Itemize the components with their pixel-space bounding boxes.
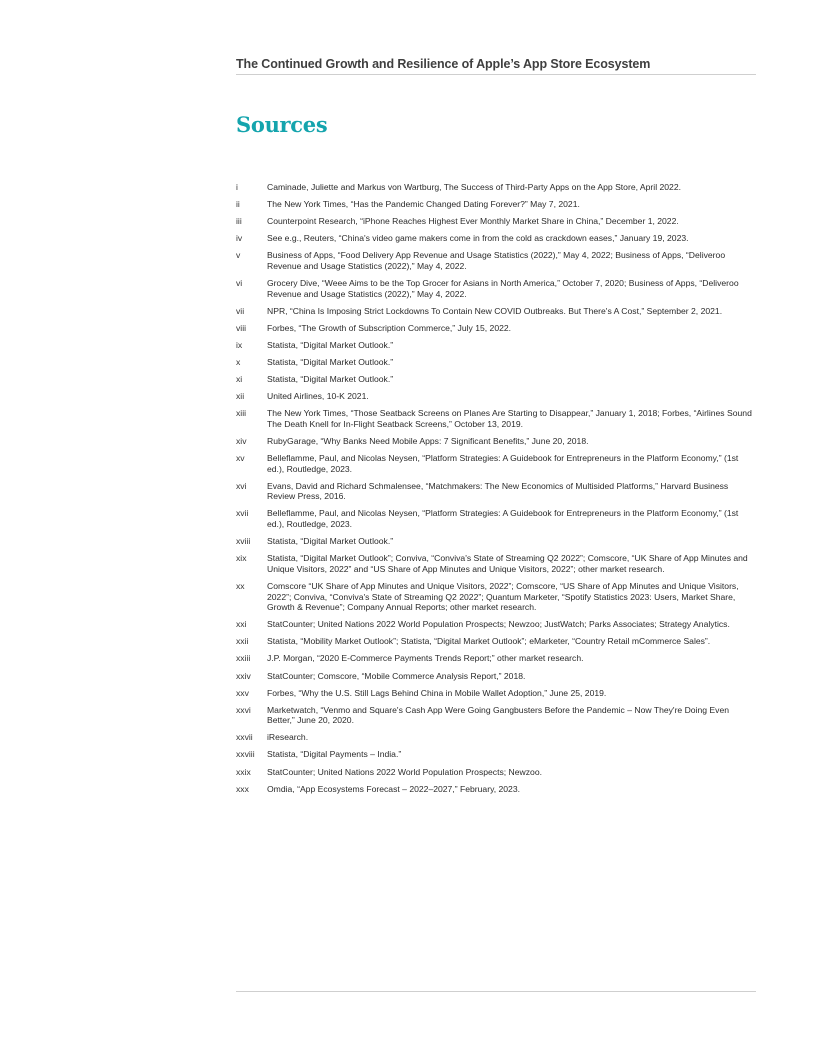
source-citation: Omdia, “App Ecosystems Forecast – 2022–2027,” February, 2023. [267,783,521,794]
source-number: iv [236,233,243,244]
source-citation: StatCounter; United Nations 2022 World Population Prospects; Newzoo; JustWatch; Parks Associates; Strategy Analytics. [267,619,730,630]
source-number: xxiii [236,653,251,664]
source-citation: Counterpoint Research, “iPhone Reaches Highest Ever Monthly Market Share in China,” December 1, 2022. [267,216,679,227]
source-entry [236,250,756,271]
source-citation: The New York Times, “Has the Pandemic Changed Dating Forever?” May 7, 2021. [267,199,580,210]
source-citation: Marketwatch, “Venmo and Square's Cash App Were Going Gangbusters Before the Pandemic – Now They're Doing Even Better,” June 20, 2020. [267,704,730,726]
source-citation: Statista, “Digital Market Outlook”; Conviva, “Conviva's State of Streaming Q2 2022”; Comscore, “UK Share of App Minutes and Unique Visitors, 2022” and “US Share of App Minutes and Unique Visitors, 2022”; other market research. [267,553,748,574]
footer-divider [236,991,756,992]
source-citation: Statista, “Digital Market Outlook.” [267,357,394,368]
source-number: ix [236,339,243,350]
source-number: xxi [236,619,247,630]
source-number: xxvii [236,732,253,743]
source-number: xix [236,553,247,564]
source-entry [236,536,756,547]
source-entry [236,306,756,317]
source-number: xiii [236,408,247,419]
page-header: The Continued Growth and Resilience of Apple’s App Store Ecosystem [236,57,756,75]
source-number: xi [236,374,243,385]
source-entry [236,508,756,529]
source-citation: Statista, “Mobility Market Outlook”; Statista, “Digital Market Outlook”; eMarketer, “Country Retail mCommerce Sales”. [267,636,711,647]
source-number: ii [236,199,240,210]
source-entry [236,653,756,664]
source-number: xxx [236,783,249,794]
source-entry [236,408,756,429]
source-citation: Belleflamme, Paul, and Nicolas Neysen, “Platform Strategies: A Guidebook for Entrepreneurs in the Platform Economy,” (1st ed.), Routledge, 2023. [267,508,739,530]
source-citation: Grocery Dive, “Weee Aims to be the Top Grocer for Asians in North America,” October 7, 2020; Business of Apps, “Deliveroo Revenue and Usage Statistics (2022),” May 4, 2022. [267,278,739,299]
source-citation: Belleflamme, Paul, and Nicolas Neysen, “Platform Strategies: A Guidebook for Entrepreneurs in the Platform Economy,” (1st ed.), Routledge, 2023. [267,453,739,474]
source-citation: Statista, “Digital Market Outlook.” [267,374,394,385]
source-entry [236,278,756,299]
source-entry [236,233,756,244]
source-citation: Statista, “Digital Market Outlook.” [267,536,394,547]
source-citation: Comscore “UK Share of App Minutes and Unique Visitors, 2022”; Comscore, “US Share of App Minutes and Unique Visitors, 2022”; Conviva, “Conviva's State of Streaming Q2 2022”; Quantum Marketer, “Spotify Statistics 2023: Users, Market Share, Growth & Revenue”; Company Annual Reports; other market research. [267,580,739,613]
source-entry [236,453,756,474]
source-entry [236,391,756,402]
source-entry [236,553,756,574]
source-number: xxii [236,636,249,647]
source-number: x [236,357,241,368]
source-entry [236,749,756,760]
source-entry [236,671,756,682]
source-entry [236,374,756,385]
source-entry [236,199,756,210]
source-number: xxvi [236,704,251,715]
source-number: v [236,250,241,261]
source-number: xv [236,453,245,464]
page-title: Sources [236,112,328,137]
source-number: viii [236,322,247,333]
source-number: xvi [236,480,247,491]
source-entry [236,357,756,368]
source-citation: RubyGarage, “Why Banks Need Mobile Apps: 7 Significant Benefits,” June 20, 2018. [267,436,589,446]
source-citation: The New York Times, “Those Seatback Screens on Planes Are Starting to Disappear,” January 1, 2018; Forbes, “Airlines Sound The Death Knell for In-Flight Seatback Screens,” October 13, 2019. [267,408,752,429]
source-citation: NPR, “China Is Imposing Strict Lockdowns To Contain New COVID Outbreaks. But There's A Cost,” September 2, 2021. [267,305,723,316]
sources-list [236,182,756,801]
source-number: xxv [236,687,249,698]
source-number: xx [236,580,245,591]
source-entry [236,323,756,334]
source-number: xvii [236,508,249,519]
source-number: xxix [236,766,251,777]
source-entry [236,481,756,502]
source-citation: J.P. Morgan, “2020 E-Commerce Payments Trends Report;” other market research. [267,653,584,664]
source-entry [236,182,756,193]
source-number: vi [236,278,243,289]
source-number: xxiv [236,670,251,681]
source-citation: United Airlines, 10-K 2021. [267,391,369,402]
source-entry [236,581,756,613]
source-number: xviii [236,536,251,547]
source-citation: Forbes, “The Growth of Subscription Commerce,” July 15, 2022. [267,322,512,333]
source-citation: Forbes, “Why the U.S. Still Lags Behind China in Mobile Wallet Adoption,” June 25, 2019. [267,687,607,698]
source-number: i [236,182,238,192]
source-citation: Statista, “Digital Payments – India.” [267,749,402,760]
source-citation: Evans, David and Richard Schmalensee, “Matchmakers: The New Economics of Multisided Platforms,” Harvard Business Review Press, 2016. [267,480,729,502]
source-citation: Caminade, Juliette and Markus von Wartburg, The Success of Third-Party Apps on the App Store, April 2022. [267,182,681,192]
source-number: xii [236,391,245,402]
source-entry [236,688,756,699]
source-number: xxviii [236,749,255,760]
source-citation: Business of Apps, “Food Delivery App Revenue and Usage Statistics (2022),” May 4, 2022; Business of Apps, “Deliveroo Revenue and Usage Statistics (2022),” May 4, 2022. [267,250,726,271]
source-entry [236,767,756,778]
source-entry [236,619,756,630]
source-entry [236,340,756,351]
source-entry [236,216,756,227]
source-entry [236,436,756,447]
source-number: iii [236,216,242,227]
source-citation: iResearch. [267,732,309,743]
source-entry [236,705,756,726]
source-entry [236,784,756,795]
source-number: vii [236,305,245,316]
source-citation: See e.g., Reuters, “China's video game makers come in from the cold as crackdown eases,” January 19, 2023. [267,233,689,244]
source-entry [236,636,756,647]
source-number: xiv [236,436,247,446]
source-citation: StatCounter; Comscore, “Mobile Commerce Analysis Report,” 2018. [267,670,526,681]
source-entry [236,732,756,743]
source-citation: StatCounter; United Nations 2022 World Population Prospects; Newzoo. [267,766,542,777]
source-citation: Statista, “Digital Market Outlook.” [267,339,394,350]
